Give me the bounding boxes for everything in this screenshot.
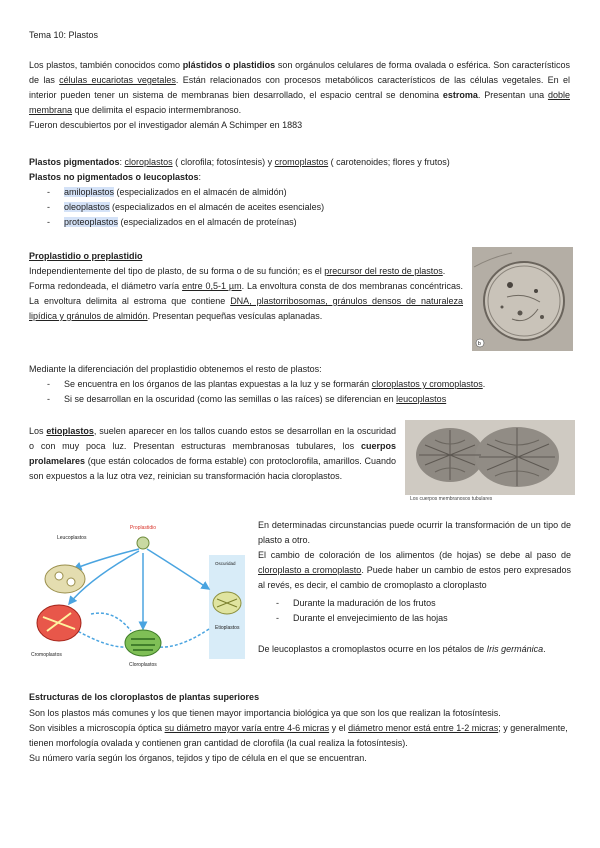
leucoplast-list bbox=[29, 185, 324, 230]
intro-paragraph: Los plastos, también conocidos como plástidos o plastidios son orgánulos celulares de forma ovalada o esférica. Son característicos de las células eucariotas vegetales. Están relacionados con procesos metabólicos característicos de las células vegetales. En el interior pueden tener un sistema de membranas bien desarrollado, el espacio central se denomina estroma. Presentan una doble membrana que delimita el espacio intermembranoso. Fueron descubiertos por el investigador alemán A Schimper en 1883 bbox=[29, 60, 570, 130]
plastid-diagram bbox=[29, 519, 247, 676]
etioplast-paragraph: Los etioplastos, suelen aparecer en los tallos cuando estos se desarrollan en la oscuridad o con muy poca luz. Presentan estructuras membranosas tubulares, los cuerpos prolamelares (que están colocados de forma estable) con protoclorofila, amarillos. Cuando son expuestos a la luz otra vez, reinician su transformación hacia cloroplastos. bbox=[29, 426, 396, 481]
transformation-paragraph: En determinadas circunstancias puede ocurrir la transformación de un tipo de plasto a otro. El cambio de coloración de los alimentos (de hojas) se debe al paso de cloroplasto a cromoplasto. Puede haber un cambio de estos pero expresados al revés, es decir, el cambio de cromoplasto a cloroplasto bbox=[258, 520, 571, 590]
structures-heading: Estructuras de los cloroplastos de plantas superiores bbox=[29, 692, 260, 702]
iris-paragraph: De leucoplastos a cromoplastos ocurre en los pétalos de Iris germánica. bbox=[258, 644, 546, 654]
non-pigmented-heading: Plastos no pigmentados o leucoplastos: bbox=[29, 172, 202, 182]
list-item: - proteoplastos (especializados en el almacén de proteínas) bbox=[29, 215, 324, 230]
page-title: Tema 10: Plastos bbox=[29, 30, 99, 40]
list-item: - oleoplastos (especializados en el almacén de aceites esenciales) bbox=[29, 200, 324, 215]
list-item: - amiloplastos (especializados en el almacén de almidón) bbox=[29, 185, 324, 200]
diagram-center-label: Proplastidio bbox=[129, 525, 157, 531]
structures-paragraph: Son los plastos más comunes y los que tienen mayor importancia biológica ya que son los que realizan la fotosíntesis. Son visibles a microscopía óptica su diámetro mayor varía entre 4-6 micras y el diámetro menor está entre 1-2 micras; y generalmente, tienen morfología ovalada y contienen gran cantidad de clorofila (la cual realiza la fotosíntesis). Su número varía según los órganos, tejidos y tipo de célula en el que se encuentran. bbox=[29, 708, 568, 763]
plastid-diagram-svg bbox=[29, 519, 247, 676]
list-item: - Durante la maduración de los frutos bbox=[258, 596, 571, 611]
list-item: - Si se desarrollan en la oscuridad (como las semillas o las raíces) se diferencian en leucoplastos bbox=[29, 392, 570, 407]
list-item: - Se encuentra en los órganos de las plantas expuestas a la luz y se formarán cloroplastos y cromoplastos. bbox=[29, 377, 570, 392]
diagram-dark-label: Oscuridad bbox=[215, 561, 236, 566]
diagram-cloro-label: Cloroplastos bbox=[129, 662, 157, 668]
differentiation-list bbox=[29, 377, 570, 407]
diagram-leuco-label: Leucoplastos bbox=[57, 535, 87, 541]
diagram-etio-label: Etioplastos bbox=[215, 625, 240, 631]
pigmented-plastids: Plastos pigmentados: cloroplastos ( clorofila; fotosíntesis) y cromoplastos ( carotenoides; flores y frutos) bbox=[29, 157, 450, 167]
proplastid-micrograph bbox=[472, 247, 573, 351]
proplastidio-heading: Proplastidio o preplastidio bbox=[29, 251, 143, 261]
micrograph-label: b bbox=[478, 341, 481, 347]
diagram-cromo-label: Cromoplastos bbox=[31, 652, 62, 658]
proplastidio-paragraph: Independientemente del tipo de plasto, de su forma o de su función; es el precursor del resto de plastos. Forma redondeada, el diámetro varía entre 0,5-1 µm. La envoltura consta de dos membranas concéntricas. La envoltura delimita al estroma que contiene DNA, plastorribosomas, gránulos densos de naturaleza lipídica y gránulos de almidón. Presentan pequeñas vesículas aplanadas. bbox=[29, 266, 464, 321]
etioplast-caption: Los cuerpos membranosos tubulares bbox=[410, 496, 493, 502]
etioplast-svg bbox=[405, 420, 575, 495]
list-item: - Durante el envejecimiento de las hojas bbox=[258, 611, 571, 626]
transformation-list bbox=[258, 596, 571, 626]
micrograph-svg bbox=[472, 247, 573, 351]
differentiation-intro: Mediante la diferenciación del proplastidio obtenemos el resto de plastos: bbox=[29, 364, 322, 374]
etioplast-micrograph bbox=[405, 420, 575, 495]
